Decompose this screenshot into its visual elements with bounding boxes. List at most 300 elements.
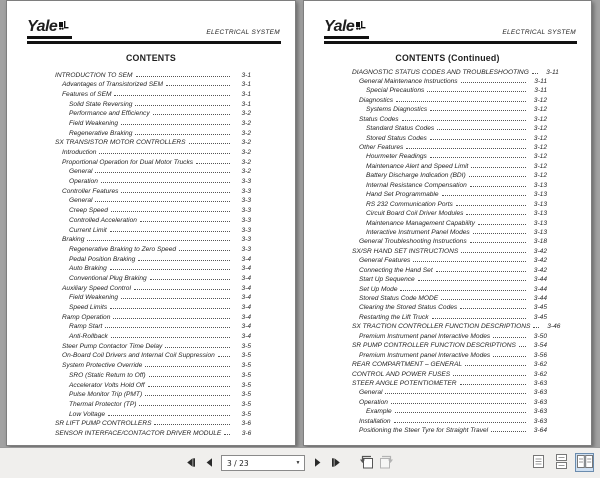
dot-leader	[165, 347, 230, 348]
toc-entry	[352, 106, 547, 115]
toc-entry	[352, 238, 547, 247]
toc-entry	[55, 110, 251, 120]
toc-entry-title: SENSOR INTERFACE/CONTACTOR DRIVER MODULE	[55, 429, 222, 437]
toc-entry-page-number: 3-1	[241, 81, 251, 89]
toc-entry-title: Field Weakening	[69, 119, 118, 127]
toc-entry-title: Ramp Start	[69, 323, 103, 331]
toc-entry-title: Proportional Operation for Dual Motor Trucks	[62, 158, 194, 166]
toc-entry-title: Set Up Mode	[359, 285, 398, 293]
toc-entry-title: Positioning the Steer Tyre for Straight Travel	[359, 427, 489, 435]
toc-entry-page-number: 3-63	[533, 408, 547, 416]
toc-entry-page-number: 3-5	[241, 371, 251, 379]
toc-entry-page-number: 3-1	[241, 90, 251, 98]
toc-entry-page-number: 3-4	[241, 333, 251, 341]
toc-entry	[55, 217, 251, 227]
toc-entry-title: Premium Instrument panel Interactive Modes	[359, 351, 491, 359]
toc-entry	[352, 276, 547, 285]
toc-entry	[352, 153, 547, 162]
dot-leader	[140, 221, 230, 222]
dot-leader	[111, 337, 230, 338]
dot-leader	[418, 280, 526, 281]
toc-entry-title: Circuit Board Coil Driver Modules	[366, 210, 464, 218]
next-page-button[interactable]	[310, 456, 324, 470]
dot-leader	[166, 85, 230, 86]
toc-entry-page-number: 3-63	[533, 379, 547, 387]
dot-leader	[519, 346, 526, 347]
dot-leader	[402, 120, 526, 121]
toc-entry-page-number: 3-3	[241, 216, 251, 224]
toc-entry	[55, 207, 251, 217]
yale-logo	[27, 18, 72, 39]
toc-entry	[352, 125, 547, 134]
dot-leader	[114, 95, 230, 96]
toc-entry	[352, 408, 547, 417]
previous-view-icon	[358, 455, 374, 472]
toc-entry-title: SX TRACTION CONTROLLER FUNCTION DESCRIPTIONS	[352, 323, 531, 331]
dot-leader	[460, 308, 526, 309]
dot-leader	[437, 129, 526, 130]
dot-leader	[469, 176, 526, 177]
page-indicator: 3 / 23	[227, 458, 249, 468]
toc-entry	[352, 229, 547, 238]
dot-leader	[99, 153, 230, 154]
toc-entry-page-number: 3-4	[241, 304, 251, 311]
toc-entry	[352, 182, 547, 191]
toc-entry	[352, 116, 547, 125]
toc-entry-page-number: 3-13	[533, 228, 547, 236]
dot-leader	[150, 279, 230, 280]
toc-entry	[55, 256, 251, 266]
toc-entry-title: Status Codes	[359, 115, 399, 123]
toc-entry-title: On-Board Coil Drivers and Internal Coil Suppression	[62, 352, 215, 360]
toc-entry	[352, 210, 547, 219]
toc-entry	[55, 197, 251, 207]
toc-entry-title: Controlled Acceleration	[69, 216, 137, 224]
toc-entry-page-number: 3-5	[241, 391, 251, 399]
toc-entry	[352, 78, 547, 87]
pdf-page-right	[303, 0, 592, 446]
toc-entry	[55, 362, 251, 372]
dot-leader	[493, 356, 526, 357]
dot-leader	[466, 214, 526, 215]
toc-entry-page-number: 3-3	[241, 226, 251, 234]
dot-leader	[145, 395, 230, 396]
toc-entry	[55, 159, 251, 169]
table-of-contents	[304, 63, 591, 437]
toc-entry-page-number: 3-4	[241, 313, 251, 321]
toc-entry-title: Clearing the Stored Status Codes	[359, 304, 458, 312]
dot-leader	[101, 182, 230, 183]
toc-entry	[55, 382, 251, 392]
toc-entry-title: Hourmeter Readings	[366, 153, 427, 161]
toc-entry	[352, 399, 547, 408]
toc-entry-page-number: 3-64	[533, 427, 547, 435]
toc-entry-page-number: 3-4	[241, 323, 251, 331]
dot-leader	[430, 139, 526, 140]
toc-entry	[352, 427, 547, 436]
toc-entry	[55, 352, 251, 362]
next-view-icon	[379, 455, 395, 472]
dot-leader	[121, 124, 230, 125]
yale-logo-text: Yale	[27, 18, 58, 35]
toc-entry-title: INTRODUCTION TO SEM	[55, 71, 133, 79]
toc-entry-page-number: 3-18	[533, 238, 547, 246]
toc-entry-title: Interactive Instrument Panel Modes	[366, 228, 470, 236]
toc-entry-page-number: 3-6	[241, 420, 251, 428]
toc-entry-page-number: 3-11	[534, 77, 547, 85]
dot-leader	[453, 375, 526, 376]
toc-entry-page-number: 3-12	[533, 106, 547, 114]
toc-entry-page-number: 3-13	[533, 200, 547, 208]
toc-entry-title: Pedal Position Braking	[69, 255, 136, 263]
toc-entry-title: Controller Features	[62, 187, 119, 195]
yale-logo	[324, 18, 369, 39]
toc-entry-page-number: 3-12	[533, 96, 547, 104]
page-header	[7, 1, 295, 39]
toc-entry-page-number: 3-46	[547, 323, 561, 331]
page-number-combobox[interactable]	[221, 455, 305, 471]
toc-entry-page-number: 3-12	[533, 162, 547, 170]
toc-entry-page-number: 3-4	[241, 274, 251, 282]
toc-entry-title: Current Limit	[69, 226, 107, 234]
toc-entry-page-number: 3-13	[533, 219, 547, 227]
dot-leader	[473, 233, 526, 234]
dot-leader	[179, 250, 230, 251]
toc-entry-title: Premium Instrument panel Interactive Modes	[359, 332, 491, 340]
toc-entry-page-number: 3-5	[241, 362, 251, 370]
toc-entry	[352, 97, 547, 106]
dot-leader	[148, 386, 230, 387]
toc-entry-title: Auxiliary Speed Control	[62, 284, 131, 292]
toc-entry-page-number: 3-4	[241, 284, 251, 292]
toc-entry-title: Performance and Efficiency	[69, 110, 150, 118]
toc-entry-title: Special Precautions	[366, 87, 425, 95]
document-type-label: ELECTRICAL SYSTEM	[502, 29, 576, 36]
toc-entry	[55, 333, 251, 343]
toc-entry-title: Features of SEM	[62, 90, 112, 98]
toc-entry	[55, 227, 251, 237]
toc-entry-page-number: 3-45	[533, 313, 547, 321]
last-page-icon	[331, 456, 342, 471]
dot-leader	[111, 211, 230, 212]
toc-entry	[55, 101, 251, 111]
dot-leader	[113, 318, 230, 319]
toc-entry	[55, 275, 251, 285]
dot-leader	[460, 384, 526, 385]
toc-entry-page-number: 3-2	[241, 139, 251, 147]
toc-entry-page-number: 3-50	[533, 332, 547, 340]
dot-leader	[395, 412, 526, 413]
toc-entry-title: Accelerator Volts Hold Off	[69, 381, 145, 389]
dot-leader	[121, 192, 230, 193]
toc-entry	[352, 418, 547, 427]
toc-entry-page-number: 3-12	[533, 115, 547, 123]
continuous-view-icon	[555, 454, 568, 472]
toc-entry-title: Creep Speed	[69, 207, 108, 215]
yale-logo-text: Yale	[324, 18, 355, 35]
toc-entry-page-number: 3-56	[533, 351, 547, 359]
toc-entry-title: Advantages of Transistorized SEM	[62, 81, 164, 89]
dot-leader	[461, 252, 526, 253]
dot-leader	[413, 261, 526, 262]
toc-entry	[352, 135, 547, 144]
table-of-contents	[7, 63, 295, 440]
dot-leader	[110, 308, 230, 309]
toc-entry	[352, 371, 547, 380]
toc-entry-title: Systems Diagnostics	[366, 106, 428, 114]
toc-entry-title: Ramp Operation	[62, 313, 111, 321]
single-page-icon	[532, 454, 545, 472]
toc-entry	[352, 172, 547, 181]
toc-entry-title: Auto Braking	[69, 265, 107, 273]
toc-entry-page-number: 3-12	[533, 144, 547, 151]
pdf-page-left	[6, 0, 296, 446]
toc-entry	[55, 314, 251, 324]
dot-leader	[470, 186, 526, 187]
dot-leader	[110, 269, 230, 270]
toc-entry-page-number: 3-2	[241, 119, 251, 127]
toc-entry	[55, 72, 251, 82]
toc-entry-page-number: 3-63	[533, 398, 547, 406]
toc-entry-title: Regenerative Braking to Zero Speed	[69, 245, 177, 253]
dropdown-arrow-icon: ▼	[295, 460, 301, 466]
dot-leader	[218, 356, 230, 357]
dot-leader	[145, 366, 230, 367]
dot-leader	[456, 205, 526, 206]
toc-entry-title: SR PUMP CONTROLLER FUNCTION DESCRIPTIONS	[352, 342, 516, 350]
toc-entry-title: Hand Set Programmable	[366, 191, 439, 199]
single-page-view-button[interactable]	[529, 453, 548, 472]
toc-entry-page-number: 3-3	[241, 197, 251, 205]
toc-entry-page-number: 3-5	[241, 342, 251, 350]
toc-entry-page-number: 3-45	[533, 304, 547, 312]
toc-entry-title: General	[69, 168, 93, 176]
next-view-button[interactable]	[378, 456, 395, 471]
dot-leader	[491, 431, 526, 432]
toc-entry	[55, 265, 251, 275]
toc-entry-title: Anti-Rollback	[69, 333, 108, 341]
toc-entry-title: Low Voltage	[69, 410, 106, 418]
toc-entry	[352, 201, 547, 210]
toc-entry-title: STEER ANGLE POTENTIOMETER	[352, 379, 457, 387]
dot-leader	[391, 403, 526, 404]
toc-entry-title: Introduction	[62, 149, 97, 156]
toc-entry-title: Other Features	[359, 144, 404, 151]
toc-entry-page-number: 3-11	[546, 68, 559, 76]
toc-entry-page-number: 3-3	[241, 178, 251, 186]
toc-entry	[55, 420, 251, 430]
dot-leader	[224, 434, 230, 435]
toc-entry-title: General Features	[359, 257, 411, 265]
toc-entry-page-number: 3-44	[533, 276, 547, 284]
toc-entry-page-number: 3-2	[241, 158, 251, 166]
header-rule	[324, 41, 577, 44]
dot-leader	[427, 91, 526, 92]
dot-leader	[136, 76, 230, 77]
toc-entry-page-number: 3-4	[241, 255, 251, 263]
dot-leader	[436, 271, 526, 272]
toc-entry-page-number: 3-42	[533, 247, 547, 255]
toc-entry-title: Braking	[62, 236, 85, 244]
dot-leader	[105, 327, 230, 328]
toc-entry-title: Conventional Plug Braking	[69, 274, 147, 282]
yale-forklift-icon	[355, 18, 366, 34]
dot-leader	[394, 422, 526, 423]
toc-entry-page-number: 3-2	[241, 110, 251, 118]
toc-entry-page-number: 3-3	[241, 245, 251, 253]
previous-page-icon	[204, 456, 215, 471]
toc-entry-title: Operation	[69, 178, 98, 186]
dot-leader	[110, 231, 230, 232]
toc-entry	[352, 380, 547, 389]
toc-entry	[352, 304, 547, 313]
toc-entry-title: SX/SR HAND SET INSTRUCTIONS	[352, 247, 459, 255]
toc-entry	[352, 314, 547, 323]
toc-entry-title: Standard Status Codes	[366, 125, 435, 133]
toc-entry	[352, 144, 547, 153]
toc-entry-title: Pulse Monitor Trip (PMT)	[69, 391, 143, 399]
toc-entry	[55, 130, 251, 140]
toc-entry-title: Start Up Sequence	[359, 276, 415, 284]
toc-entry-title: Installation	[359, 417, 391, 425]
toc-entry-page-number: 3-1	[241, 71, 251, 79]
toc-entry	[352, 87, 547, 96]
toc-entry	[55, 430, 251, 440]
toc-entry	[55, 236, 251, 246]
toc-entry	[352, 191, 547, 200]
toc-entry-page-number: 3-1	[241, 100, 251, 108]
toc-entry-page-number: 3-4	[241, 265, 251, 273]
toc-entry-title: DIAGNOSTIC STATUS CODES AND TROUBLESHOOTING	[352, 68, 529, 76]
document-type-label: ELECTRICAL SYSTEM	[206, 29, 280, 36]
facing-pages-icon	[577, 454, 593, 472]
toc-entry	[352, 163, 547, 172]
toc-entry	[352, 323, 561, 332]
dot-leader	[189, 143, 230, 144]
last-page-button[interactable]	[329, 456, 343, 470]
toc-entry-page-number: 3-63	[533, 417, 547, 425]
toc-entry	[55, 391, 251, 401]
previous-view-button[interactable]	[357, 456, 374, 471]
toc-entry	[352, 68, 559, 78]
toc-entry	[55, 81, 251, 91]
toc-entry-title: REAR COMPARTMENT – GENERAL	[352, 361, 463, 369]
dot-leader	[532, 73, 538, 74]
dot-leader	[385, 393, 526, 394]
page-title: CONTENTS	[126, 52, 176, 63]
toc-entry-title: Diagnostics	[359, 96, 394, 104]
dot-leader	[442, 195, 526, 196]
toc-entry-title: Connecting the Hand Set	[359, 266, 433, 274]
toc-entry-page-number: 3-12	[533, 134, 547, 142]
dot-leader	[95, 172, 230, 173]
toc-entry-title: RS 232 Communication Ports	[366, 200, 453, 208]
dot-leader	[121, 298, 230, 299]
toc-entry	[55, 149, 251, 159]
toc-entry	[55, 294, 251, 304]
status-bar	[0, 447, 600, 478]
toc-entry-page-number: 3-12	[533, 153, 547, 161]
toc-entry	[55, 372, 251, 382]
page-navigation	[183, 455, 395, 471]
toc-entry-page-number: 3-42	[533, 257, 547, 265]
toc-entry-page-number: 3-44	[533, 295, 547, 302]
toc-entry	[55, 304, 251, 314]
toc-entry-title: Operation	[359, 398, 388, 406]
toc-entry-title: Field Weakening	[69, 294, 118, 302]
dot-leader	[149, 376, 230, 377]
toc-entry	[352, 361, 547, 370]
toc-entry	[55, 401, 251, 411]
toc-entry	[352, 352, 547, 361]
dot-leader	[465, 365, 526, 366]
next-page-icon	[312, 456, 323, 471]
dot-leader	[493, 337, 526, 338]
toc-entry-page-number: 3-12	[533, 125, 547, 133]
continuous-view-button[interactable]	[552, 453, 571, 472]
dot-leader	[396, 101, 526, 102]
first-page-button[interactable]	[183, 456, 197, 470]
toc-entry-title: Maintenance Management Capability	[366, 219, 475, 227]
toc-entry-page-number: 3-2	[241, 129, 251, 137]
toc-entry	[55, 411, 251, 421]
toc-entry-title: Stored Status Codes	[366, 134, 427, 142]
toc-entry-title: General	[69, 197, 93, 205]
toc-entry-page-number: 3-5	[241, 352, 251, 360]
page-title: CONTENTS (Continued)	[395, 52, 500, 63]
toc-entry-page-number: 3-5	[241, 410, 251, 418]
dot-leader	[139, 405, 230, 406]
toc-entry-page-number: 3-44	[533, 285, 547, 293]
dot-leader	[432, 318, 526, 319]
dot-leader	[95, 201, 230, 202]
previous-page-button[interactable]	[202, 456, 216, 470]
toc-entry-page-number: 3-3	[241, 207, 251, 215]
toc-entry-title: SR LIFT PUMP CONTROLLERS	[55, 420, 152, 428]
toc-entry-page-number: 3-3	[241, 187, 251, 195]
dot-leader	[108, 415, 230, 416]
toc-entry-page-number: 3-12	[533, 172, 547, 180]
toc-entry-title: Stored Status Code MODE	[359, 295, 439, 302]
yale-forklift-icon	[58, 18, 69, 34]
toc-entry-page-number: 3-4	[241, 294, 251, 302]
toc-entry-title: System Protective Override	[62, 362, 143, 370]
toc-entry	[352, 295, 547, 304]
toc-entry	[352, 286, 547, 295]
dot-leader	[154, 424, 230, 425]
toc-entry-title: Thermal Protector (TP)	[69, 400, 137, 408]
toc-entry-title: Solid State Reversing	[69, 100, 133, 108]
dot-leader	[135, 105, 230, 106]
toc-entry-page-number: 3-6	[241, 429, 252, 437]
toc-entry-title: Maintenance Alert and Speed Limit	[366, 162, 469, 170]
toc-entry-page-number: 3-13	[533, 210, 547, 218]
toc-entry	[55, 285, 251, 295]
dot-leader	[478, 224, 526, 225]
dot-leader	[400, 290, 526, 291]
dot-leader	[471, 167, 526, 168]
toc-entry	[55, 178, 251, 188]
dot-leader	[430, 110, 526, 111]
dot-leader	[461, 82, 526, 83]
facing-pages-view-button[interactable]	[575, 453, 594, 472]
toc-entry	[55, 343, 251, 353]
toc-entry-page-number: 3-5	[241, 381, 251, 389]
toc-entry-title: General Troubleshooting Instructions	[359, 238, 467, 246]
dot-leader	[134, 289, 230, 290]
toc-entry-page-number: 3-13	[533, 191, 547, 199]
toc-entry-title: Battery Discharge Indication (BDI)	[366, 172, 466, 180]
